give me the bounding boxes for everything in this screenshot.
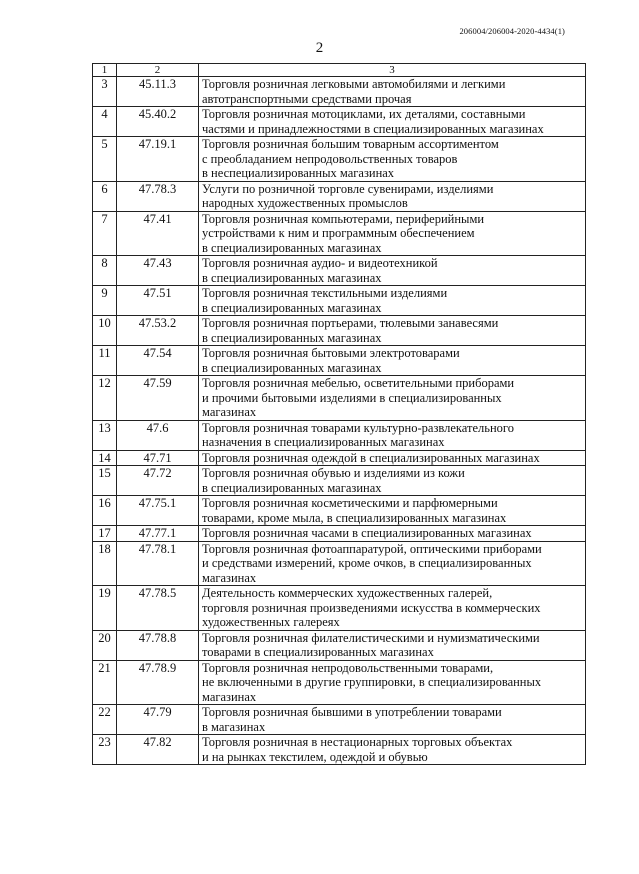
activity-description-cell: Торговля розничная одеждой в специализированных магазинах [199, 450, 586, 466]
activity-codes-table [92, 63, 586, 765]
row-number-cell: 4 [93, 107, 117, 137]
okved-code-cell: 47.79 [117, 705, 199, 735]
row-number-cell: 11 [93, 346, 117, 376]
activity-description-cell: Торговля розничная филателистическими и нумизматическими товарами в специализированных магазинах [199, 630, 586, 660]
okved-code-cell: 47.77.1 [117, 526, 199, 542]
document-id: 206004/206004-2020-4434(1) [459, 26, 565, 36]
activity-description-cell: Торговля розничная текстильными изделиями в специализированных магазинах [199, 286, 586, 316]
row-number-cell: 7 [93, 211, 117, 256]
table-row [93, 107, 586, 137]
okved-code-cell: 47.54 [117, 346, 199, 376]
table-row [93, 316, 586, 346]
table-header-row [93, 64, 586, 77]
okved-code-cell: 47.53.2 [117, 316, 199, 346]
column-header-description: 3 [199, 64, 586, 77]
table-row [93, 496, 586, 526]
row-number-cell: 15 [93, 466, 117, 496]
table-row [93, 541, 586, 586]
okved-code-cell: 45.11.3 [117, 77, 199, 107]
row-number-cell: 13 [93, 420, 117, 450]
activity-description-cell: Торговля розничная мебелью, осветительными приборами и прочими бытовыми изделиями в специализированных магазинах [199, 376, 586, 421]
okved-code-cell: 47.78.3 [117, 181, 199, 211]
row-number-cell: 23 [93, 735, 117, 765]
column-header-code: 2 [117, 64, 199, 77]
okved-code-cell: 45.40.2 [117, 107, 199, 137]
row-number-cell: 10 [93, 316, 117, 346]
activity-description-cell: Торговля розничная фотоаппаратурой, оптическими приборами и средствами измерений, кроме очков, в специализированных магазинах [199, 541, 586, 586]
table-row [93, 376, 586, 421]
okved-code-cell: 47.72 [117, 466, 199, 496]
row-number-cell: 3 [93, 77, 117, 107]
table-row [93, 137, 586, 182]
activity-description-cell: Торговля розничная большим товарным ассортиментом с преобладанием непродовольственных товаров в неспециализированных магазинах [199, 137, 586, 182]
row-number-cell: 17 [93, 526, 117, 542]
activity-description-cell: Торговля розничная бывшими в употреблении товарами в магазинах [199, 705, 586, 735]
page-number: 2 [315, 40, 324, 56]
row-number-cell: 5 [93, 137, 117, 182]
okved-code-cell: 47.59 [117, 376, 199, 421]
okved-code-cell: 47.78.1 [117, 541, 199, 586]
okved-code-cell: 47.78.5 [117, 586, 199, 631]
table-row [93, 526, 586, 542]
activity-description-cell: Торговля розничная товарами культурно-развлекательного назначения в специализированных магазинах [199, 420, 586, 450]
activity-description-cell: Торговля розничная бытовыми электротоварами в специализированных магазинах [199, 346, 586, 376]
okved-code-cell: 47.43 [117, 256, 199, 286]
table-row [93, 181, 586, 211]
okved-code-cell: 47.51 [117, 286, 199, 316]
okved-code-cell: 47.71 [117, 450, 199, 466]
activity-description-cell: Торговля розничная компьютерами, периферийными устройствами к ним и программным обеспечением в специализированных магазинах [199, 211, 586, 256]
table-row [93, 211, 586, 256]
table-row [93, 630, 586, 660]
row-number-cell: 16 [93, 496, 117, 526]
table-row [93, 735, 586, 765]
table-row [93, 256, 586, 286]
row-number-cell: 14 [93, 450, 117, 466]
okved-code-cell: 47.82 [117, 735, 199, 765]
row-number-cell: 6 [93, 181, 117, 211]
row-number-cell: 9 [93, 286, 117, 316]
activity-description-cell: Торговля розничная обувью и изделиями из кожи в специализированных магазинах [199, 466, 586, 496]
table-row [93, 586, 586, 631]
table-row [93, 77, 586, 107]
table-row [93, 466, 586, 496]
activity-description-cell: Деятельность коммерческих художественных галерей, торговля розничная произведениями искусства в коммерческих художественных галереях [199, 586, 586, 631]
okved-code-cell: 47.78.8 [117, 630, 199, 660]
activity-description-cell: Торговля розничная портьерами, тюлевыми занавесями в специализированных магазинах [199, 316, 586, 346]
table-row [93, 705, 586, 735]
row-number-cell: 12 [93, 376, 117, 421]
activity-description-cell: Торговля розничная косметическими и парфюмерными товарами, кроме мыла, в специализированных магазинах [199, 496, 586, 526]
table-row [93, 450, 586, 466]
column-header-number: 1 [93, 64, 117, 77]
activity-description-cell: Торговля розничная аудио- и видеотехникой в специализированных магазинах [199, 256, 586, 286]
row-number-cell: 8 [93, 256, 117, 286]
activity-description-cell: Торговля розничная в нестационарных торговых объектах и на рынках текстилем, одеждой и обувью [199, 735, 586, 765]
okved-code-cell: 47.78.9 [117, 660, 199, 705]
row-number-cell: 21 [93, 660, 117, 705]
table-row [93, 346, 586, 376]
activity-description-cell: Торговля розничная легковыми автомобилями и легкими автотранспортными средствами прочая [199, 77, 586, 107]
row-number-cell: 20 [93, 630, 117, 660]
table-row [93, 286, 586, 316]
row-number-cell: 18 [93, 541, 117, 586]
activity-description-cell: Услуги по розничной торговле сувенирами, изделиями народных художественных промыслов [199, 181, 586, 211]
row-number-cell: 22 [93, 705, 117, 735]
okved-code-cell: 47.6 [117, 420, 199, 450]
table-row [93, 420, 586, 450]
okved-code-cell: 47.41 [117, 211, 199, 256]
activity-description-cell: Торговля розничная мотоциклами, их деталями, составными частями и принадлежностями в специализированных магазинах [199, 107, 586, 137]
activity-description-cell: Торговля розничная непродовольственными товарами, не включенными в другие группировки, в специализированных магазинах [199, 660, 586, 705]
okved-code-cell: 47.75.1 [117, 496, 199, 526]
table-row [93, 660, 586, 705]
activity-description-cell: Торговля розничная часами в специализированных магазинах [199, 526, 586, 542]
row-number-cell: 19 [93, 586, 117, 631]
okved-code-cell: 47.19.1 [117, 137, 199, 182]
